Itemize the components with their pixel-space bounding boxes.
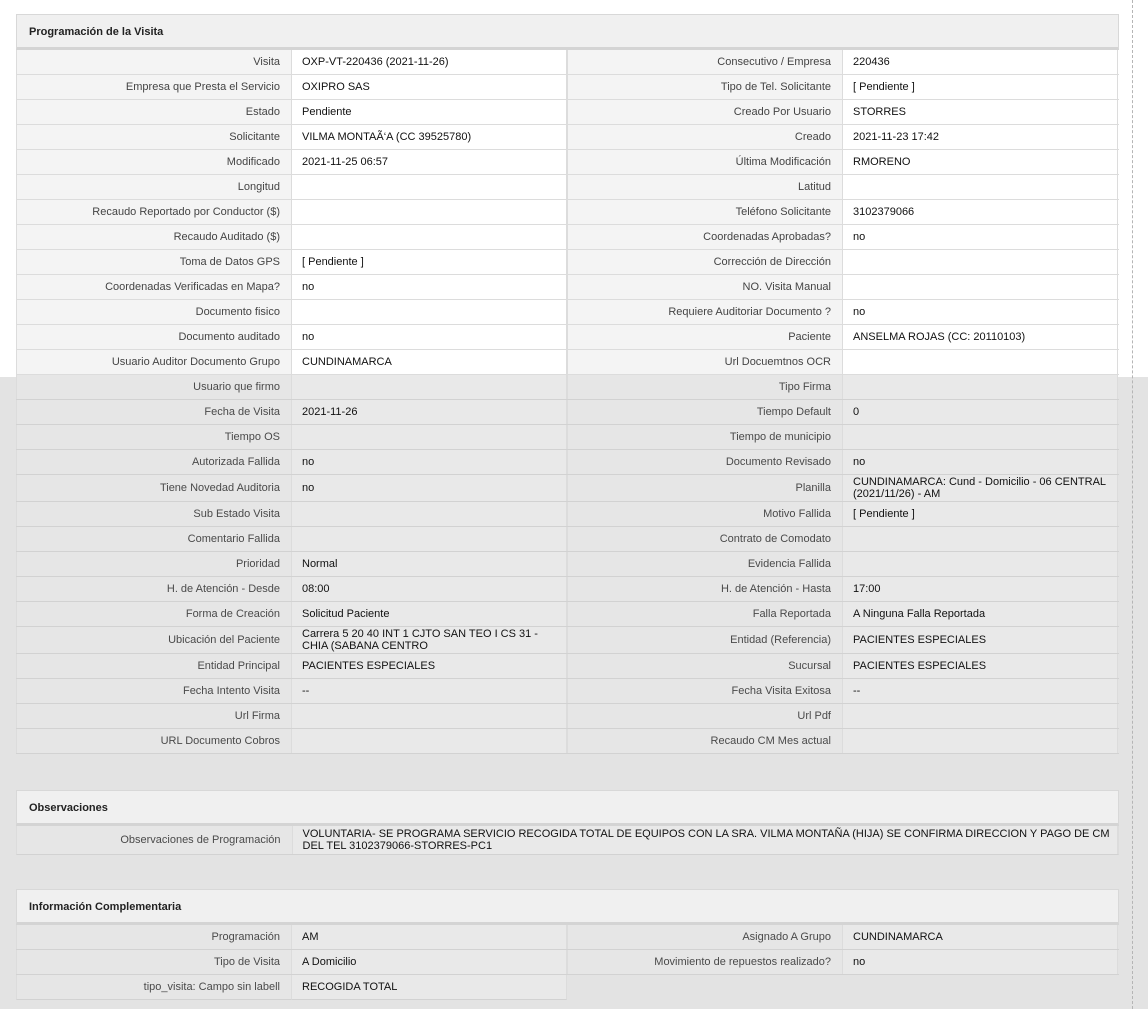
estado-value: Pendiente bbox=[292, 100, 567, 124]
visita-label: Visita bbox=[16, 50, 292, 74]
modificado-label: Modificado bbox=[16, 150, 292, 174]
observaciones-label: Observaciones de Programación bbox=[17, 826, 293, 854]
empresa-que-presta-el-servicio-value: OXIPRO SAS bbox=[292, 75, 567, 99]
tiempo-de-municipio-label: Tiempo de municipio bbox=[567, 425, 843, 449]
solicitante-label: Solicitante bbox=[16, 125, 292, 149]
field-row bbox=[16, 679, 1119, 704]
entidad-principal-value: PACIENTES ESPECIALES bbox=[292, 654, 567, 678]
asignado-a-grupo-value: CUNDINAMARCA bbox=[843, 925, 1118, 949]
movimiento-de-repuestos-realizado-label: Movimiento de repuestos realizado? bbox=[567, 950, 843, 974]
observaciones-panel bbox=[16, 790, 1119, 855]
field-row bbox=[16, 250, 1119, 275]
programacion-label: Programación bbox=[16, 925, 292, 949]
fecha-visita-exitosa-value: -- bbox=[843, 679, 1118, 703]
recaudo-cm-mes-actual-value bbox=[843, 729, 1118, 753]
forma-de-creacion-label: Forma de Creación bbox=[16, 602, 292, 626]
field-row bbox=[16, 627, 1119, 654]
entidad-referencia-value: PACIENTES ESPECIALES bbox=[843, 627, 1118, 653]
documento-fisico-label: Documento fisico bbox=[16, 300, 292, 324]
tipo-de-tel-solicitante-value: [ Pendiente ] bbox=[843, 75, 1118, 99]
url-pdf-value bbox=[843, 704, 1118, 728]
usuario-auditor-documento-grupo-label: Usuario Auditor Documento Grupo bbox=[16, 350, 292, 374]
forma-de-creacion-value: Solicitud Paciente bbox=[292, 602, 567, 626]
recaudo-auditado-value bbox=[292, 225, 567, 249]
tiene-novedad-auditoria-label: Tiene Novedad Auditoria bbox=[16, 475, 292, 501]
tiempo-os-value bbox=[292, 425, 567, 449]
url-docuemtnos-ocr-value bbox=[843, 350, 1118, 374]
telefono-solicitante-label: Teléfono Solicitante bbox=[567, 200, 843, 224]
field-row bbox=[16, 475, 1119, 502]
observaciones-value: VOLUNTARIA- SE PROGRAMA SERVICIO RECOGIDA TOTAL DE EQUIPOS CON LA SRA. VILMA MONTAÑA (HIJA) SE CONFIRMA DIRECCION Y PAGO DE CM DEL TEL 3102379066-STORRES-PC1 bbox=[293, 826, 1118, 854]
contrato-de-comodato-value bbox=[843, 527, 1118, 551]
tiempo-de-municipio-value bbox=[843, 425, 1118, 449]
tipo-de-visita-label: Tipo de Visita bbox=[16, 950, 292, 974]
autorizada-fallida-label: Autorizada Fallida bbox=[16, 450, 292, 474]
evidencia-fallida-label: Evidencia Fallida bbox=[567, 552, 843, 576]
field-row bbox=[16, 300, 1119, 325]
sub-estado-visita-label: Sub Estado Visita bbox=[16, 502, 292, 526]
field-row bbox=[16, 975, 1119, 1000]
falla-reportada-value: A Ninguna Falla Reportada bbox=[843, 602, 1118, 626]
field-row bbox=[16, 527, 1119, 552]
requiere-auditoriar-documento-label: Requiere Auditoriar Documento ? bbox=[567, 300, 843, 324]
field-row bbox=[16, 75, 1119, 100]
telefono-solicitante-value: 3102379066 bbox=[843, 200, 1118, 224]
estado-label: Estado bbox=[16, 100, 292, 124]
field-row bbox=[16, 50, 1119, 75]
tipo-de-visita-value: A Domicilio bbox=[292, 950, 567, 974]
coordenadas-verificadas-en-mapa-label: Coordenadas Verificadas en Mapa? bbox=[16, 275, 292, 299]
field-row bbox=[16, 150, 1119, 175]
contrato-de-comodato-label: Contrato de Comodato bbox=[567, 527, 843, 551]
field-row bbox=[16, 200, 1119, 225]
tipo-visita-campo-sin-labell-label: tipo_visita: Campo sin labell bbox=[16, 975, 292, 1000]
programacion-rows-top bbox=[16, 50, 1119, 375]
toma-de-datos-gps-value: [ Pendiente ] bbox=[292, 250, 567, 274]
ubicacion-del-paciente-value: Carrera 5 20 40 INT 1 CJTO SAN TEO I CS 31 - CHIA (SABANA CENTRO bbox=[292, 627, 567, 653]
fecha-intento-visita-label: Fecha Intento Visita bbox=[16, 679, 292, 703]
programacion-panel bbox=[16, 14, 1119, 754]
consecutivo-empresa-label: Consecutivo / Empresa bbox=[567, 50, 843, 74]
motivo-fallida-label: Motivo Fallida bbox=[567, 502, 843, 526]
documento-revisado-value: no bbox=[843, 450, 1118, 474]
no-visita-manual-label: NO. Visita Manual bbox=[567, 275, 843, 299]
prioridad-label: Prioridad bbox=[16, 552, 292, 576]
empresa-que-presta-el-servicio-label: Empresa que Presta el Servicio bbox=[16, 75, 292, 99]
longitud-value bbox=[292, 175, 567, 199]
planilla-value: CUNDINAMARCA: Cund - Domicilio - 06 CENTRAL (2021/11/26) - AM bbox=[843, 475, 1118, 501]
complementaria-panel bbox=[16, 889, 1119, 1000]
prioridad-value: Normal bbox=[292, 552, 567, 576]
dashed-guide-line bbox=[1132, 0, 1133, 1009]
solicitante-value: VILMA MONTAÃ‘A (CC 39525780) bbox=[292, 125, 567, 149]
url-documento-cobros-label: URL Documento Cobros bbox=[16, 729, 292, 753]
tiempo-default-value: 0 bbox=[843, 400, 1118, 424]
field-row bbox=[16, 729, 1119, 754]
field-row bbox=[16, 704, 1119, 729]
documento-auditado-label: Documento auditado bbox=[16, 325, 292, 349]
toma-de-datos-gps-label: Toma de Datos GPS bbox=[16, 250, 292, 274]
recaudo-reportado-por-conductor-value bbox=[292, 200, 567, 224]
entidad-principal-label: Entidad Principal bbox=[16, 654, 292, 678]
fecha-intento-visita-value: -- bbox=[292, 679, 567, 703]
documento-revisado-label: Documento Revisado bbox=[567, 450, 843, 474]
field-row bbox=[16, 425, 1119, 450]
tiene-novedad-auditoria-value: no bbox=[292, 475, 567, 501]
creado-por-usuario-value: STORRES bbox=[843, 100, 1118, 124]
evidencia-fallida-value bbox=[843, 552, 1118, 576]
correccion-de-direccion-label: Corrección de Dirección bbox=[567, 250, 843, 274]
recaudo-cm-mes-actual-label: Recaudo CM Mes actual bbox=[567, 729, 843, 753]
documento-auditado-value: no bbox=[292, 325, 567, 349]
tipo-de-tel-solicitante-label: Tipo de Tel. Solicitante bbox=[567, 75, 843, 99]
h-de-atencion-desde-value: 08:00 bbox=[292, 577, 567, 601]
creado-value: 2021-11-23 17:42 bbox=[843, 125, 1118, 149]
tiempo-os-label: Tiempo OS bbox=[16, 425, 292, 449]
complementaria-rows bbox=[16, 925, 1119, 1000]
field-row bbox=[16, 125, 1119, 150]
field-row bbox=[16, 225, 1119, 250]
programacion-rows-bottom bbox=[16, 375, 1119, 754]
field-row bbox=[16, 502, 1119, 527]
movimiento-de-repuestos-realizado-value: no bbox=[843, 950, 1118, 974]
field-row bbox=[16, 925, 1119, 950]
field-row bbox=[16, 275, 1119, 300]
field-row bbox=[16, 325, 1119, 350]
programacion-value: AM bbox=[292, 925, 567, 949]
url-pdf-label: Url Pdf bbox=[567, 704, 843, 728]
url-docuemtnos-ocr-label: Url Docuemtnos OCR bbox=[567, 350, 843, 374]
requiere-auditoriar-documento-value: no bbox=[843, 300, 1118, 324]
field-row bbox=[16, 577, 1119, 602]
field-row bbox=[16, 100, 1119, 125]
motivo-fallida-value: [ Pendiente ] bbox=[843, 502, 1118, 526]
field-row bbox=[16, 654, 1119, 679]
ubicacion-del-paciente-label: Ubicación del Paciente bbox=[16, 627, 292, 653]
creado-por-usuario-label: Creado Por Usuario bbox=[567, 100, 843, 124]
correccion-de-direccion-value bbox=[843, 250, 1118, 274]
no-visita-manual-value bbox=[843, 275, 1118, 299]
coordenadas-aprobadas-label: Coordenadas Aprobadas? bbox=[567, 225, 843, 249]
h-de-atencion-hasta-label: H. de Atención - Hasta bbox=[567, 577, 843, 601]
fecha-visita-exitosa-label: Fecha Visita Exitosa bbox=[567, 679, 843, 703]
url-firma-label: Url Firma bbox=[16, 704, 292, 728]
sucursal-label: Sucursal bbox=[567, 654, 843, 678]
programacion-title: Programación de la Visita bbox=[16, 14, 1119, 50]
autorizada-fallida-value: no bbox=[292, 450, 567, 474]
visita-value: OXP-VT-220436 (2021-11-26) bbox=[292, 50, 567, 74]
complementaria-title: Información Complementaria bbox=[16, 889, 1119, 925]
modificado-value: 2021-11-25 06:57 bbox=[292, 150, 567, 174]
tipo-visita-campo-sin-labell-value: RECOGIDA TOTAL bbox=[292, 975, 567, 1000]
latitud-label: Latitud bbox=[567, 175, 843, 199]
field-row bbox=[16, 350, 1119, 375]
field-row bbox=[16, 950, 1119, 975]
usuario-que-firmo-value bbox=[292, 375, 567, 399]
comentario-fallida-label: Comentario Fallida bbox=[16, 527, 292, 551]
field-row bbox=[16, 450, 1119, 475]
h-de-atencion-desde-label: H. de Atención - Desde bbox=[16, 577, 292, 601]
longitud-label: Longitud bbox=[16, 175, 292, 199]
field-row bbox=[16, 375, 1119, 400]
url-firma-value bbox=[292, 704, 567, 728]
fecha-de-visita-label: Fecha de Visita bbox=[16, 400, 292, 424]
fecha-de-visita-value: 2021-11-26 bbox=[292, 400, 567, 424]
paciente-label: Paciente bbox=[567, 325, 843, 349]
sucursal-value: PACIENTES ESPECIALES bbox=[843, 654, 1118, 678]
ultima-modificacion-value: RMORENO bbox=[843, 150, 1118, 174]
asignado-a-grupo-label: Asignado A Grupo bbox=[567, 925, 843, 949]
coordenadas-verificadas-en-mapa-value: no bbox=[292, 275, 567, 299]
entidad-referencia-label: Entidad (Referencia) bbox=[567, 627, 843, 653]
field-row bbox=[16, 602, 1119, 627]
url-documento-cobros-value bbox=[292, 729, 567, 753]
comentario-fallida-value bbox=[292, 527, 567, 551]
tipo-firma-value bbox=[843, 375, 1118, 399]
usuario-auditor-documento-grupo-value: CUNDINAMARCA bbox=[292, 350, 567, 374]
field-row bbox=[16, 552, 1119, 577]
tiempo-default-label: Tiempo Default bbox=[567, 400, 843, 424]
field-row bbox=[16, 400, 1119, 425]
tipo-firma-label: Tipo Firma bbox=[567, 375, 843, 399]
empty-cell bbox=[567, 975, 1119, 1000]
recaudo-reportado-por-conductor-label: Recaudo Reportado por Conductor ($) bbox=[16, 200, 292, 224]
consecutivo-empresa-value: 220436 bbox=[843, 50, 1118, 74]
field-row bbox=[16, 175, 1119, 200]
ultima-modificacion-label: Última Modificación bbox=[567, 150, 843, 174]
observaciones-row bbox=[16, 826, 1119, 855]
coordenadas-aprobadas-value: no bbox=[843, 225, 1118, 249]
planilla-label: Planilla bbox=[567, 475, 843, 501]
falla-reportada-label: Falla Reportada bbox=[567, 602, 843, 626]
documento-fisico-value bbox=[292, 300, 567, 324]
creado-label: Creado bbox=[567, 125, 843, 149]
paciente-value: ANSELMA ROJAS (CC: 20110103) bbox=[843, 325, 1118, 349]
sub-estado-visita-value bbox=[292, 502, 567, 526]
usuario-que-firmo-label: Usuario que firmo bbox=[16, 375, 292, 399]
latitud-value bbox=[843, 175, 1118, 199]
recaudo-auditado-label: Recaudo Auditado ($) bbox=[16, 225, 292, 249]
observaciones-title: Observaciones bbox=[16, 790, 1119, 826]
h-de-atencion-hasta-value: 17:00 bbox=[843, 577, 1118, 601]
